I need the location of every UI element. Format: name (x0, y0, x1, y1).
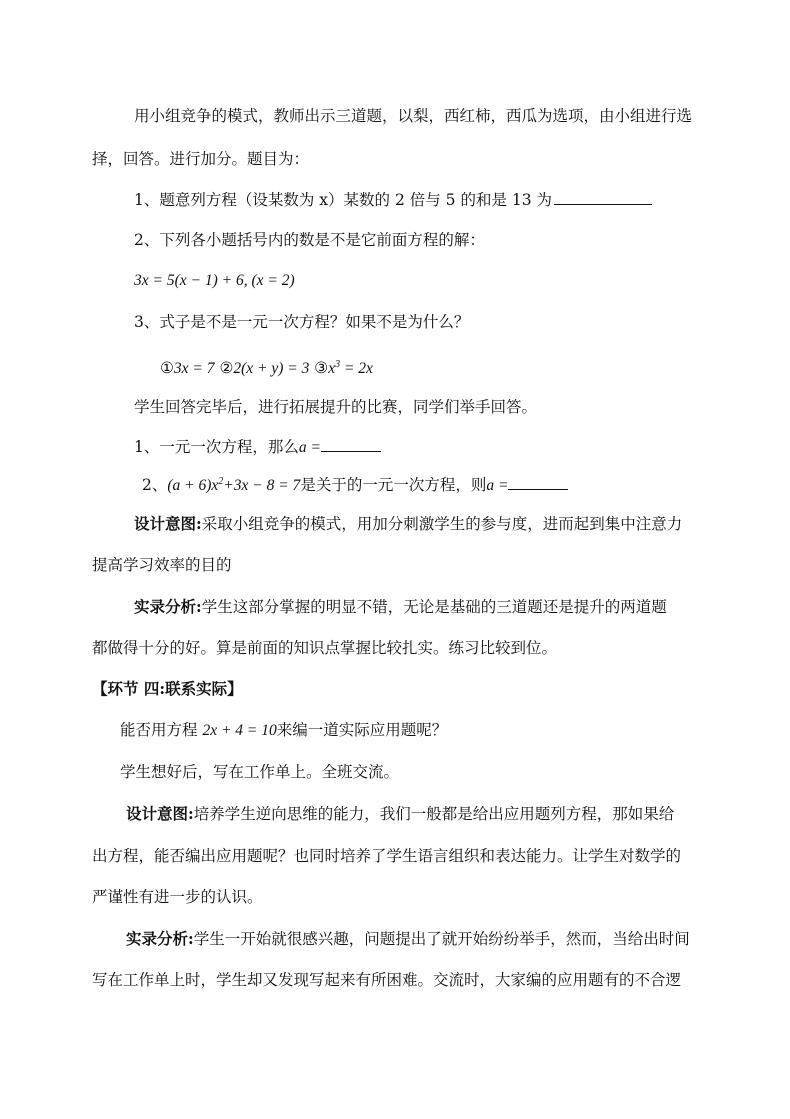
question-3-items (160, 355, 373, 379)
equation-item-3-exponent: 3 (335, 359, 341, 370)
record-analysis-2-line2: 写在工作单上时，学生却又发现写起来有所困难。交流时，大家编的应用题有的不合逻 (92, 971, 682, 989)
answer-blank (508, 475, 568, 490)
variable-a: a (298, 439, 307, 456)
question-1-text: 1、题意列方程（设某数为 x）某数的 2 倍与 5 的和是 13 为 (134, 191, 553, 209)
design-intent-2-line2: 出方程，能否编出应用题呢？也同时培养了学生语言组织和表达能力。让学生对数学的 (92, 847, 682, 865)
circled-number-3: ③ (314, 359, 329, 378)
design-intent-label: 设计意图: (134, 514, 202, 533)
paragraph-competition-line2: 择，回答。进行加分。题目为： (92, 150, 310, 168)
design-intent-1-line2: 提高学习效率的目的 (92, 556, 232, 574)
record-analysis-2-text: 学生一开始就很感兴趣，问题提出了就开始纷纷举手，然而，当给出时间 (193, 930, 690, 948)
design-intent-2-line3: 严谨性有进一步的认识。 (92, 888, 263, 906)
answer-blank (321, 437, 381, 452)
extension-question-2 (142, 472, 568, 496)
question-1 (134, 190, 652, 210)
design-intent-1-line1 (134, 514, 682, 534)
equation-item-3-rhs: = 2x (340, 360, 373, 378)
expression-part-b: +3x − 8 = 7 (223, 477, 301, 495)
design-intent-label: 设计意图: (126, 804, 194, 823)
apply-equation-prefix: 能否用方程 (120, 721, 203, 739)
design-intent-2-line1 (126, 804, 674, 824)
extension-question-2-text: 是关于的一元一次方程，则 (300, 476, 487, 495)
equation-item-2: 2(x + y) = 3 (233, 360, 310, 378)
expression-exponent: 2 (218, 476, 224, 487)
paragraph-extension: 学生回答完毕后，进行拓展提升的比赛，同学们举手回答。 (134, 398, 538, 416)
record-analysis-1-line2: 都做得十分的好。算是前面的知识点掌握比较扎实。练习比较到位。 (92, 639, 558, 657)
apply-equation: 2x + 4 = 10 (202, 722, 277, 739)
apply-equation-suffix: 来编一道实际应用题呢？ (276, 721, 448, 739)
record-analysis-label: 实录分析: (126, 929, 194, 948)
extension-question-1 (134, 437, 381, 458)
design-intent-2-text: 培养学生逆向思维的能力，我们一般都是给出应用题列方程，那如果给 (193, 805, 675, 823)
extension-question-2-number: 2、 (142, 476, 168, 495)
circled-number-1: ① (160, 359, 174, 378)
equals-sign: = (494, 477, 509, 495)
record-analysis-label: 实录分析: (134, 597, 202, 616)
equation-item-3-base: x (328, 360, 336, 378)
record-analysis-1-text: 学生这部分掌握的明显不错，无论是基础的三道题还是提升的两道题 (201, 598, 667, 616)
design-intent-1-text: 采取小组竞争的模式，用加分刺激学生的参与度，进而起到集中注意力 (201, 515, 683, 533)
expression-part-a: (a + 6)x (167, 477, 219, 495)
equation-1: 3x = 5(x − 1) + 6, (x = 2) (134, 272, 295, 289)
variable-a: a (486, 477, 495, 495)
paragraph-apply-equation (120, 720, 447, 741)
record-analysis-1-line1 (134, 597, 667, 617)
paragraph-worksheet: 学生想好后，写在工作单上。全班交流。 (120, 763, 400, 781)
equation-item-1: 3x = 7 (173, 360, 215, 378)
equals-sign: = (306, 439, 321, 456)
question-3: 3、式子是不是一元一次方程？如果不是为什么？ (134, 313, 470, 331)
record-analysis-2-line1 (126, 929, 690, 949)
circled-number-2: ② (219, 359, 234, 378)
extension-question-1-text: 1、一元一次方程，那么 (134, 438, 299, 456)
section-heading-4: 【环节 四:联系实际】 (92, 679, 243, 698)
paragraph-competition-line1: 用小组竞争的模式，教师出示三道题，以梨，西红柿，西瓜为选项，由小组进行选 (134, 107, 693, 125)
answer-blank (554, 190, 652, 205)
question-2: 2、下列各小题括号内的数是不是它前面方程的解： (134, 231, 485, 249)
